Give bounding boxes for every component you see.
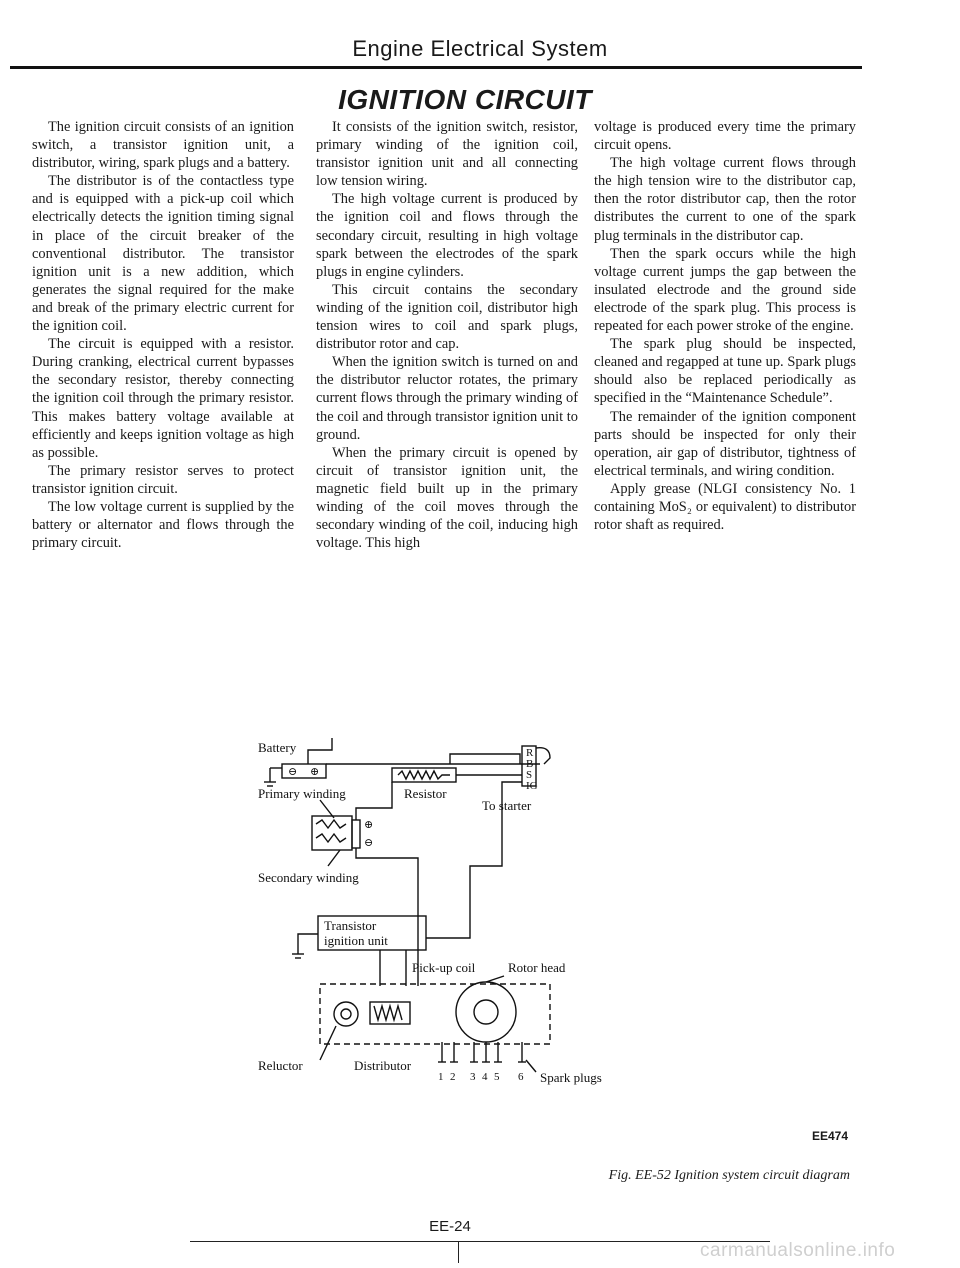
paragraph: When the ignition switch is turned on and the distributor reluctor rotates, the primary current flows through the primary winding of the coil and through transistor ignition unit to ground. [316, 354, 578, 443]
coil-secondary-winding [316, 834, 346, 842]
coil-plus: ⊕ [364, 819, 374, 831]
unit-ground-wire [298, 934, 318, 954]
paragraph: This circuit contains the secondary winding of the ignition coil, distributor high tension wires to coil and spark plugs, distributor rotor and cap. [316, 281, 578, 353]
footer-rule [190, 1241, 770, 1242]
rotor-cap [456, 982, 516, 1042]
text-column-middle [316, 118, 578, 552]
paragraph: It consists of the ignition switch, resistor, primary winding of the ignition coil, transistor ignition unit and all connecting low tension wiring. [316, 119, 578, 190]
paragraph: When the primary circuit is opened by circuit of transistor ignition unit, the magnetic field built up in the primary winding of the coil moves through the secondary winding of the coil, inducing high voltage. This high [316, 444, 578, 552]
coil-to-unit-wire [356, 848, 418, 986]
leader-line [526, 1060, 536, 1072]
paragraph: voltage is produced every time the primary circuit opens. [594, 119, 856, 154]
leader-line [320, 800, 334, 818]
plug-number: 4 [482, 1071, 488, 1083]
coil-primary-winding [316, 820, 346, 828]
paragraph: The ignition circuit consists of an ignition switch, a transistor ignition unit, a distributor, wiring, spark plugs and a battery. [32, 119, 294, 172]
page-number: EE-24 [429, 1218, 471, 1235]
battery-label: Battery [258, 740, 297, 755]
watermark: carmanualsonline.info [700, 1240, 896, 1261]
plug-number: 2 [450, 1071, 456, 1083]
transistor-label: Transistor [324, 918, 377, 933]
plug-number: 6 [518, 1071, 524, 1083]
resistor-label: Resistor [404, 786, 447, 801]
paragraph: The remainder of the ignition component parts should be inspected for only their operation, air gap of distributor, tightness of electrical terminals, and wiring condition. [594, 408, 856, 479]
paragraph: The distributor is of the contactless type and is equipped with a pick-up coil which electrically detects the ignition timing signal in place of the circuit breaker of the conventional distributor. The transistor ignition unit is a new addition, which generates the signal required for the make and break of the primary electric current for the ignition coil. [32, 173, 294, 335]
switch-wire [450, 754, 520, 764]
paragraph: Apply grease (NLGI consistency No. 1 containing MoS₂ or equivalent) to distributor rotor shaft as required. [594, 480, 856, 534]
page-header: Engine Electrical System [352, 36, 608, 61]
text-column-left [32, 118, 294, 552]
text-column-right [594, 118, 856, 534]
paragraph: The circuit is equipped with a resistor. During cranking, electrical current bypasses the secondary resistor, thereby connecting the ignition coil through the primary resistor. This makes battery voltage available at efficiently and keeps ignition voltage as high as possible. [32, 336, 294, 461]
reluctor [334, 1002, 358, 1026]
coil-terminal [352, 820, 360, 848]
distributor-label: Distributor [354, 1058, 412, 1073]
paragraph: The high voltage current is produced by the ignition coil and flows through the secondary circuit, resulting in high voltage spark between the electrodes of the spark plugs in engine cylinders. [316, 191, 578, 280]
paragraph: The high voltage current flows through the high tension wire to the distributor cap, then the rotor distributor cap, then the rotor distributes the current to one of the spark plug terminals in the distributor cap. [594, 155, 856, 244]
rotor-center [474, 1000, 498, 1024]
coil-feed-wire [356, 782, 392, 820]
section-title: IGNITION CIRCUIT [338, 84, 592, 115]
transistor-label-2: ignition unit [324, 933, 388, 948]
pickup-coil-winding [374, 1006, 402, 1020]
battery-minus: ⊖ [288, 766, 298, 778]
paragraph: The primary resistor serves to protect transistor ignition circuit. [32, 462, 294, 497]
battery-plus: ⊕ [310, 766, 320, 778]
header-rule [10, 66, 862, 69]
paragraph: Then the spark occurs while the high voltage current jumps the gap between the insulated electrode and the ground side electrode of the spark plug. This process is repeated for each power stroke of the engine. [594, 245, 856, 335]
ignition-circuit-diagram [250, 716, 670, 1086]
circuit-svg [250, 716, 670, 1086]
plug-number: 5 [494, 1071, 500, 1083]
spark-plugs [438, 1042, 526, 1062]
secondary-winding-label: Secondary winding [258, 870, 359, 885]
ignition-coil [312, 816, 352, 850]
to-starter-label: To starter [482, 798, 532, 813]
leader-line [320, 1026, 336, 1060]
spark-plugs-label: Spark plugs [540, 1070, 602, 1085]
reluctor-label: Reluctor [258, 1058, 303, 1073]
switch-r-label: R [526, 747, 534, 759]
paragraph: The spark plug should be inspected, cleaned and regapped at tune up. Spark plugs should also be replaced periodically as specified in the “Maintenance Schedule”. [594, 336, 856, 407]
rotor-head-label: Rotor head [508, 960, 566, 975]
footer-tick [458, 1241, 459, 1263]
pickup-coil-label: Pick-up coil [412, 960, 476, 975]
leader-line [328, 850, 340, 866]
figure-id: EE474 [812, 1129, 849, 1143]
unit-feed-wire [426, 826, 502, 938]
battery-wire [308, 738, 332, 764]
plug-number: 1 [438, 1071, 444, 1083]
primary-winding-label: Primary winding [258, 786, 346, 801]
reluctor-hub [341, 1009, 351, 1019]
plug-number: 3 [470, 1071, 476, 1083]
leader-line [486, 976, 504, 982]
switch-s-label: S [526, 769, 533, 781]
resistor-zigzag [398, 771, 450, 779]
coil-minus: ⊖ [364, 837, 374, 849]
figure-caption: Fig. EE-52 Ignition system circuit diagram [608, 1168, 850, 1183]
paragraph: The low voltage current is supplied by the battery or alternator and flows through the primary circuit. [32, 498, 294, 552]
switch-b-label: B [526, 758, 534, 770]
switch-key [536, 748, 550, 764]
switch-ig-label: IG [526, 780, 538, 792]
